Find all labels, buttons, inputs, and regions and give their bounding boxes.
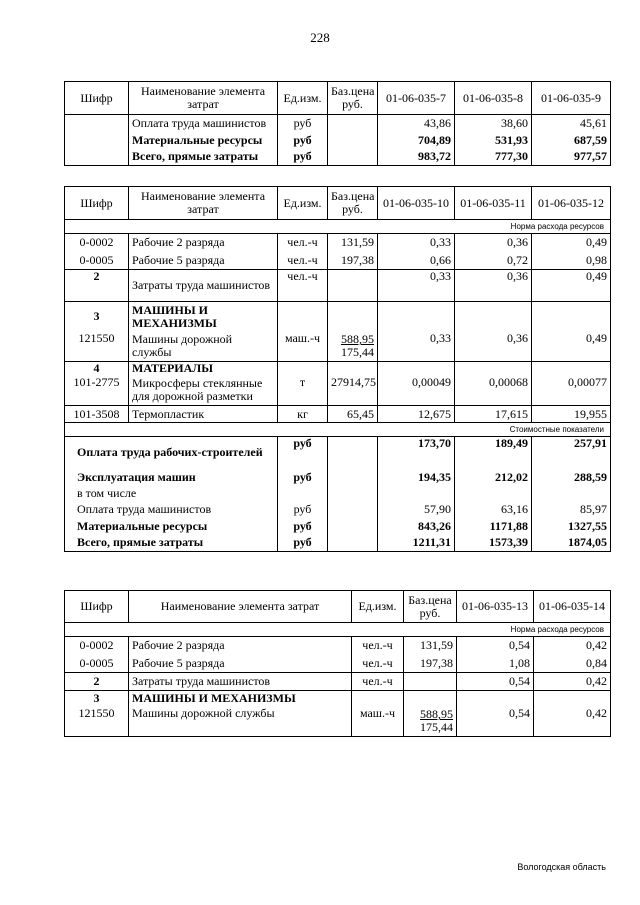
- table-cell: [328, 469, 378, 486]
- table-row: [65, 234, 611, 252]
- table-cell: 173,70: [378, 437, 455, 469]
- table-cell: 777,30: [455, 149, 532, 166]
- table-cell: 212,02: [455, 469, 532, 486]
- table-cell: Эксплуатация машин: [65, 469, 278, 486]
- table-cell: 1573,39: [455, 535, 532, 552]
- table-cell: Рабочие 5 разряда: [129, 252, 278, 270]
- table-cell: 0,33: [378, 270, 455, 302]
- table-cell: 4: [65, 362, 129, 376]
- table-row: [65, 132, 611, 149]
- table-cell: [328, 501, 378, 518]
- table-cell: чел.-ч: [278, 252, 328, 270]
- table-row: [65, 376, 611, 406]
- table-cell: 0,54: [457, 673, 534, 691]
- table-row: [65, 673, 611, 691]
- table-cell: Термопластик: [129, 406, 278, 423]
- table-cell: 0-0005: [65, 252, 129, 270]
- footer-region: Вологодская область: [517, 862, 606, 872]
- table-cell: 0,33: [378, 234, 455, 252]
- table-cell: Затраты труда машинистов: [129, 673, 352, 691]
- table-cell: [65, 149, 129, 166]
- table-cell: [455, 362, 532, 376]
- table-cell: 121550: [65, 707, 129, 737]
- table-cell: 197,38: [328, 252, 378, 270]
- table-cell: 0,66: [378, 252, 455, 270]
- table-cell: 983,72: [378, 149, 455, 166]
- table-cell: 45,61: [532, 115, 611, 132]
- table-cell: МАШИНЫ И МЕХАНИЗМЫ: [129, 691, 352, 707]
- table-cell: 65,45: [328, 406, 378, 423]
- table-cell: 3: [65, 691, 129, 707]
- table-cell: Микросферы стеклянные для дорожной разметки: [129, 376, 278, 406]
- table-cell: чел.-ч: [278, 234, 328, 252]
- section-row: [65, 691, 611, 707]
- table-cell: [328, 486, 378, 501]
- table-cell: маш.-ч: [352, 707, 404, 737]
- table-cell: 17,615: [455, 406, 532, 423]
- table-row: [65, 637, 611, 655]
- table-cell: [532, 362, 611, 376]
- table-cell: 1211,31: [378, 535, 455, 552]
- section-row: [65, 302, 611, 332]
- col-code-header: 01-06-035-11: [455, 187, 532, 220]
- table-cell: 0,00049: [378, 376, 455, 406]
- table-cell: [328, 362, 378, 376]
- table-cell: 977,57: [532, 149, 611, 166]
- table-cell: [65, 115, 129, 132]
- table-cell: [328, 535, 378, 552]
- cost-table-3: [64, 590, 611, 737]
- col-name-header: Наименование элемента затрат: [129, 82, 278, 115]
- table-cell: 843,26: [378, 518, 455, 535]
- table-cell: 288,59: [532, 469, 611, 486]
- table-cell: 704,89: [378, 132, 455, 149]
- table-cell: Затраты труда машинистов: [129, 270, 278, 302]
- table-cell: руб: [278, 437, 328, 469]
- table-cell: [457, 691, 534, 707]
- table-cell: [328, 437, 378, 469]
- table-cell: руб: [278, 149, 328, 166]
- table-cell: чел.-ч: [352, 673, 404, 691]
- table-cell: чел.-ч: [278, 270, 328, 302]
- table-cell: Машины дорожной службы: [129, 707, 352, 737]
- table-row: [65, 332, 611, 362]
- table-cell: 0,42: [534, 637, 611, 655]
- table-cell: маш.-ч: [278, 332, 328, 362]
- table-header-row: [65, 591, 611, 623]
- table-cell: 1171,88: [455, 518, 532, 535]
- table-row: [65, 486, 611, 501]
- norm-label-row: [65, 623, 611, 637]
- col-code-header: 01-06-035-9: [532, 82, 611, 115]
- table-header-row: [65, 187, 611, 220]
- table-row: [65, 406, 611, 423]
- table-cell: [534, 691, 611, 707]
- col-name-header: Наименование элемента затрат: [129, 591, 352, 623]
- col-code-header: Шифр: [65, 82, 129, 115]
- table-cell: МАТЕРИАЛЫ: [129, 362, 278, 376]
- table-cell: [352, 691, 404, 707]
- table-cell: Всего, прямые затраты: [65, 535, 278, 552]
- table-cell: [328, 332, 378, 362]
- table-cell: [328, 270, 378, 302]
- table-cell: 588,95: [341, 332, 374, 347]
- table-header-row: [65, 82, 611, 115]
- table-cell: Норма расхода ресурсов: [65, 220, 611, 234]
- table-cell: 27914,75: [328, 376, 378, 406]
- table-cell: 2: [65, 673, 129, 691]
- table-cell: [378, 486, 455, 501]
- table-cell: 0,54: [457, 637, 534, 655]
- table-cell: 0,42: [534, 707, 611, 737]
- table-cell: 194,35: [378, 469, 455, 486]
- table-cell: 3: [65, 302, 129, 332]
- col-code-header: 01-06-035-12: [532, 187, 611, 220]
- cost-label-row: [65, 423, 611, 437]
- table-cell: 101-2775: [65, 376, 129, 406]
- col-price-header: Баз.цена руб.: [404, 591, 457, 623]
- table-cell: 175,44: [420, 720, 453, 735]
- table-cell: 197,38: [404, 655, 457, 673]
- table-cell: Стоимостные показатели: [65, 423, 611, 437]
- table-cell: 63,16: [455, 501, 532, 518]
- table-cell: 121550: [65, 332, 129, 362]
- table-cell: Рабочие 2 разряда: [129, 234, 278, 252]
- col-code-header: 01-06-035-13: [457, 591, 534, 623]
- table-cell: руб: [278, 535, 328, 552]
- table-cell: руб: [278, 132, 328, 149]
- table-cell: [278, 302, 328, 332]
- page-number: 228: [310, 30, 330, 45]
- table-cell: 0-0002: [65, 637, 129, 655]
- table-cell: 0,84: [534, 655, 611, 673]
- table-cell: руб: [278, 501, 328, 518]
- table-cell: 131,59: [328, 234, 378, 252]
- table-cell: 57,90: [378, 501, 455, 518]
- table-cell: т: [278, 376, 328, 406]
- table-cell: [65, 132, 129, 149]
- table-cell: 0,00077: [532, 376, 611, 406]
- table-cell: Норма расхода ресурсов: [65, 623, 611, 637]
- table-row: [65, 149, 611, 166]
- table-cell: 257,91: [532, 437, 611, 469]
- cost-table-2: [64, 186, 611, 552]
- col-code-header: Шифр: [65, 591, 129, 623]
- table-cell: Рабочие 2 разряда: [129, 637, 352, 655]
- col-price-header: Баз.цена руб.: [328, 82, 378, 115]
- table-cell: 101-3508: [65, 406, 129, 423]
- col-code-header: Шифр: [65, 187, 129, 220]
- col-unit-header: Ед.изм.: [352, 591, 404, 623]
- table-cell: [455, 486, 532, 501]
- table-cell: Оплата труда машинистов: [65, 501, 278, 518]
- table-cell: [328, 132, 378, 149]
- table-cell: Оплата труда машинистов: [129, 115, 278, 132]
- table-row: [65, 437, 611, 469]
- table-cell: 1874,05: [532, 535, 611, 552]
- table-cell: 0,42: [534, 673, 611, 691]
- table-cell: кг: [278, 406, 328, 423]
- table-cell: [404, 691, 457, 707]
- table-cell: 12,675: [378, 406, 455, 423]
- table-cell: [328, 115, 378, 132]
- table-row: [65, 707, 611, 737]
- table-cell: [455, 302, 532, 332]
- table-cell: 0,54: [457, 707, 534, 737]
- table-cell: МАШИНЫ И МЕХАНИЗМЫ: [129, 302, 278, 332]
- col-code-header: 01-06-035-10: [378, 187, 455, 220]
- table-cell: [404, 673, 457, 691]
- table-cell: в том числе: [65, 486, 278, 501]
- table-cell: руб: [278, 518, 328, 535]
- table-row: [65, 469, 611, 486]
- table-cell: [404, 707, 457, 737]
- table-cell: Рабочие 5 разряда: [129, 655, 352, 673]
- cost-table-1: [64, 81, 611, 166]
- table-row: [65, 115, 611, 132]
- table-cell: чел.-ч: [352, 637, 404, 655]
- col-unit-header: Ед.изм.: [278, 187, 328, 220]
- table-row: [65, 535, 611, 552]
- table-row: [65, 270, 611, 302]
- table-row: [65, 518, 611, 535]
- table-cell: 189,49: [455, 437, 532, 469]
- table-cell: [328, 518, 378, 535]
- table-cell: 687,59: [532, 132, 611, 149]
- table-cell: 0,98: [532, 252, 611, 270]
- table-cell: 0,72: [455, 252, 532, 270]
- table-cell: 0,00068: [455, 376, 532, 406]
- table-cell: [532, 302, 611, 332]
- table-cell: 1327,55: [532, 518, 611, 535]
- col-code-header: 01-06-035-14: [534, 591, 611, 623]
- table-cell: [278, 362, 328, 376]
- table-cell: 131,59: [404, 637, 457, 655]
- table-cell: руб: [278, 469, 328, 486]
- table-cell: чел.-ч: [352, 655, 404, 673]
- table-cell: 0,49: [532, 234, 611, 252]
- table-row: [65, 501, 611, 518]
- table-cell: 19,955: [532, 406, 611, 423]
- table-cell: [378, 362, 455, 376]
- table-cell: [328, 149, 378, 166]
- table-cell: 0-0002: [65, 234, 129, 252]
- table-cell: Материальные ресурсы: [65, 518, 278, 535]
- table-cell: Материальные ресурсы: [129, 132, 278, 149]
- col-name-header: Наименование элемента затрат: [129, 187, 278, 220]
- table-cell: [378, 302, 455, 332]
- table-cell: [278, 486, 328, 501]
- table-cell: 175,44: [341, 345, 374, 360]
- table-cell: [532, 486, 611, 501]
- table-row: [65, 252, 611, 270]
- table-cell: руб: [278, 115, 328, 132]
- table-cell: 0-0005: [65, 655, 129, 673]
- table-cell: 0,33: [378, 332, 455, 362]
- col-price-header: Баз.цена руб.: [328, 187, 378, 220]
- table-cell: Оплата труда рабочих-строителей: [65, 437, 278, 469]
- table-cell: 0,49: [532, 270, 611, 302]
- norm-label-row: [65, 220, 611, 234]
- table-cell: 85,97: [532, 501, 611, 518]
- col-unit-header: Ед.изм.: [278, 82, 328, 115]
- table-cell: Машины дорожной службы: [129, 332, 278, 362]
- table-cell: 2: [65, 270, 129, 302]
- table-cell: 1,08: [457, 655, 534, 673]
- table-cell: [328, 302, 378, 332]
- table-cell: 531,93: [455, 132, 532, 149]
- table-cell: 0,36: [455, 332, 532, 362]
- table-cell: 38,60: [455, 115, 532, 132]
- col-code-header: 01-06-035-7: [378, 82, 455, 115]
- section-row: [65, 362, 611, 376]
- table-cell: 0,49: [532, 332, 611, 362]
- table-row: [65, 655, 611, 673]
- table-cell: 0,36: [455, 270, 532, 302]
- table-cell: 588,95: [420, 707, 453, 722]
- col-code-header: 01-06-035-8: [455, 82, 532, 115]
- table-cell: Всего, прямые затраты: [129, 149, 278, 166]
- table-cell: 43,86: [378, 115, 455, 132]
- table-cell: 0,36: [455, 234, 532, 252]
